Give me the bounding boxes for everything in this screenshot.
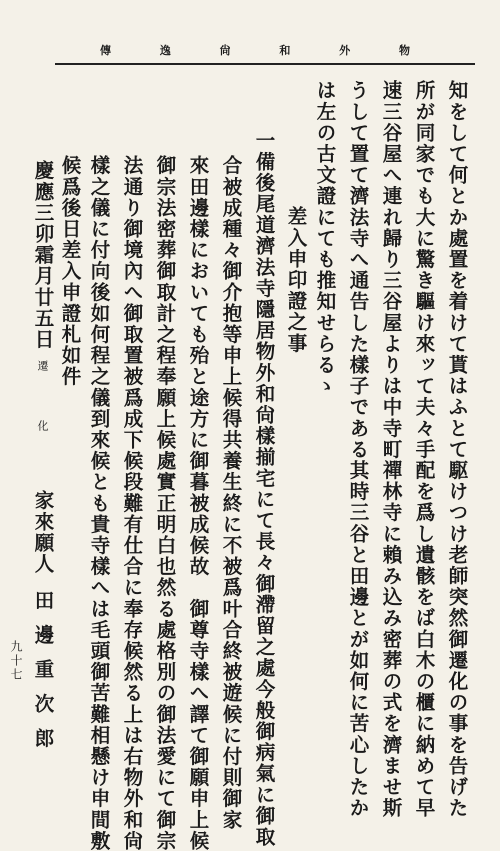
document-date: 慶應三卯霜月廿五日	[31, 160, 55, 350]
text-column: 所が同家でも大に驚き驅け來ッて夫々手配を爲し遺骸をば白木の櫃に納めて早	[412, 80, 436, 819]
text-column: 來田邊樣においても殆と途方に御暮被成候故 御尊寺樣へ譯て御願申上候	[186, 155, 210, 851]
header-rule	[55, 63, 475, 65]
header-char: 物	[398, 44, 410, 57]
text-column: 一備後尾道濟法寺隱居物外和尙樣揃宅にて長々御滯留之處今般御病氣に御取	[252, 130, 276, 848]
text-column: 法通り御境內へ御取置被爲成下候段難有仕合に奉存候然る上は右物外和尙	[120, 155, 144, 851]
header-char: 尙	[219, 44, 231, 57]
text-column: 知をして何とか處置を着けて貰はふとて駆けつけ老師突然御遷化の事を告げた	[445, 80, 469, 819]
header-char: 外	[339, 44, 351, 57]
text-column: 合被成種々御介抱等申上候得共養生終に不被爲叶合終被遊候に付則御家	[219, 155, 243, 831]
text-column: 候爲後日差入申證札如件	[58, 155, 82, 388]
running-header	[100, 42, 410, 58]
text-column: 御宗法密葬御取計之程奉願上候處實正明白也然る處格別の御法愛にて御宗	[153, 155, 177, 851]
text-column: は左の古文證にても推知せらるゝ	[313, 80, 337, 397]
signatory-role: 家來願人	[31, 490, 55, 575]
text-column: 速三谷屋へ連れ歸り三谷屋よりは中寺町禪林寺に賴み込み密葬の式を濟ませ斯	[379, 80, 403, 819]
margin-note: 遷	[36, 360, 49, 373]
text-column: うして置て濟法寺へ通告した樣子である其時三谷と田邊とが如何に苦心したか	[346, 80, 370, 819]
header-char: 逸	[159, 44, 171, 57]
margin-note: 化	[36, 420, 49, 433]
header-char: 傳	[100, 44, 111, 57]
header-char: 和	[279, 44, 291, 57]
document-title: 差入申印證之事	[284, 206, 308, 354]
text-column: 樣之儀に付向後如何程之儀到來候とも貴寺樣へは毛頭御苦難相懸け申間敷	[87, 155, 111, 851]
signatory-name: 田邊重次郎	[31, 590, 55, 763]
page-number: 九十七	[9, 640, 23, 682]
